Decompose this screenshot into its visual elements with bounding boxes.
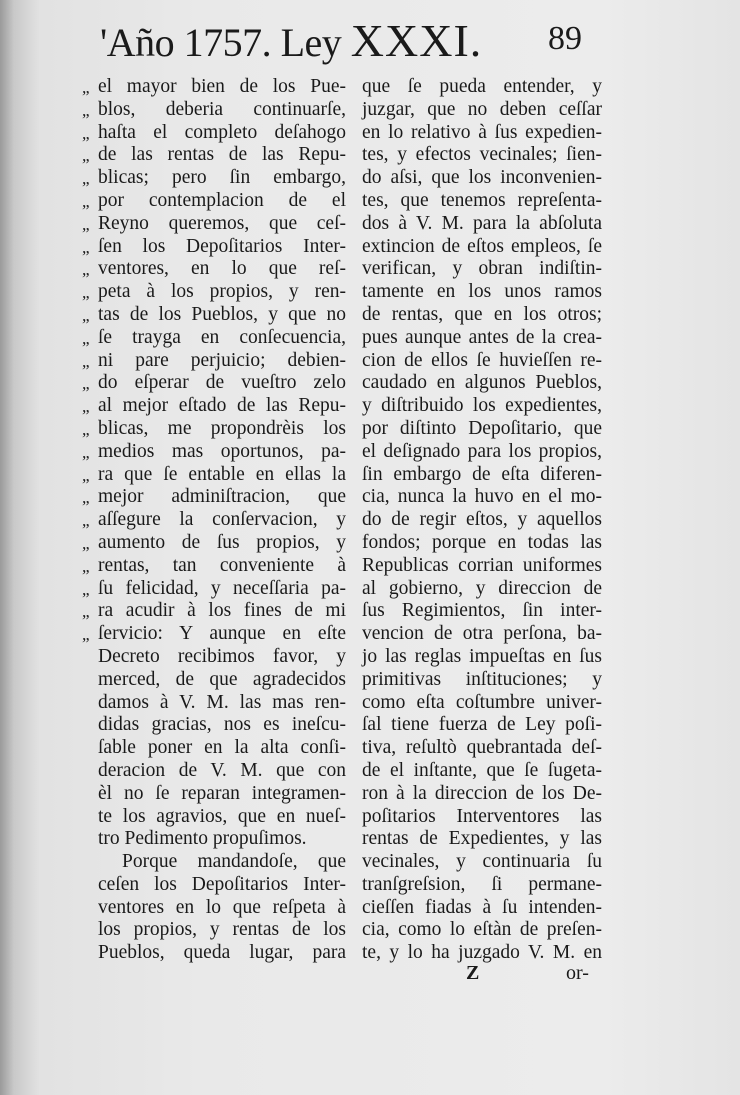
text-line: rentas de Expedientes, y las <box>362 828 602 850</box>
text-line: te, y lo ha juzgado V. M. en <box>362 942 602 964</box>
line-text: ſable poner en la alta conſi- <box>98 737 346 759</box>
text-line <box>98 669 346 692</box>
text-line: tes, que tenemos repreſenta- <box>362 189 602 211</box>
line-text: Porque mandandoſe, que <box>122 851 346 873</box>
text-line <box>98 806 346 829</box>
text-line <box>82 167 346 190</box>
line-text: do eſperar de vueſtro zelo <box>98 372 346 394</box>
line-text: aſſegure la conſervacion, y <box>98 509 346 531</box>
text-line: de el inſtante, que ſe ſugeta- <box>362 759 602 781</box>
quote-mark: „ <box>82 351 90 371</box>
text-line <box>82 440 346 464</box>
line-text: Decreto recibimos favor, y <box>98 645 346 667</box>
text-line: al gobierno, y direccion de <box>362 577 602 599</box>
quote-mark: „ <box>82 214 90 234</box>
text-line: vencion de otra perſona, ba- <box>362 623 602 645</box>
header-law-number: XXXI. <box>350 15 483 66</box>
text-line: ſin embargo de eſta diferen- <box>362 463 602 485</box>
text-line <box>82 600 346 623</box>
text-line <box>82 326 346 350</box>
line-text: ventores, en lo que reſ- <box>98 258 346 280</box>
text-line: primitivas inſtituciones; y <box>362 668 602 690</box>
quote-mark: „ <box>82 169 90 189</box>
quote-mark: „ <box>82 237 90 257</box>
line-text: tas de los Pueblos, y que no <box>98 303 346 325</box>
quote-mark: „ <box>82 374 90 394</box>
text-line: ſal tiene fuerza de Ley poſi- <box>362 714 602 736</box>
text-line: tes, y efectos vecinales; ſien- <box>362 144 602 166</box>
text-line <box>98 897 346 920</box>
text-line <box>82 623 346 646</box>
quote-mark: „ <box>82 625 90 645</box>
line-text: èl no ſe reparan integramen- <box>98 782 346 804</box>
line-text: ni pare perjuicio; debien- <box>98 349 346 371</box>
line-text: ventores en lo que reſpeta à <box>98 896 346 918</box>
text-line <box>82 349 346 373</box>
text-line <box>82 531 346 555</box>
text-line <box>82 235 346 259</box>
text-line <box>82 98 346 122</box>
text-line <box>98 851 346 874</box>
catchword: or- <box>566 962 589 984</box>
text-line <box>98 737 346 760</box>
text-line <box>82 463 346 487</box>
quote-mark: „ <box>82 260 90 280</box>
text-line: ſus Regimientos, ſin inter- <box>362 600 602 622</box>
text-line <box>82 303 346 327</box>
line-text: Pueblos, queda lugar, para <box>98 942 346 964</box>
text-line <box>82 577 346 601</box>
text-line: vecinales, y continuaria ſu <box>362 851 602 873</box>
text-line: juzgar, que no deben ceſſar <box>362 98 602 120</box>
text-line <box>82 121 346 145</box>
line-text: tro Pedimento propuſimos. <box>98 828 307 850</box>
text-line: do aſsi, que los inconvenien- <box>362 167 602 189</box>
text-line <box>82 144 346 167</box>
text-line <box>82 258 346 281</box>
line-text: ra acudir à los fines de mi <box>98 600 346 622</box>
line-text: aumento de ſus propios, y <box>98 531 346 553</box>
header-title <box>100 14 482 67</box>
text-line <box>98 760 346 783</box>
text-line <box>98 646 346 669</box>
quote-mark: „ <box>82 100 90 120</box>
quote-mark: „ <box>82 78 90 97</box>
text-line: dos à V. M. para la abſoluta <box>362 212 602 234</box>
quote-mark: „ <box>82 283 90 303</box>
quote-mark: „ <box>82 146 90 166</box>
line-text: de las rentas de las Repu- <box>98 144 346 166</box>
text-line <box>98 942 346 965</box>
line-text: ra que ſe entable en ellas la <box>98 463 346 485</box>
line-text: al mejor eſtado de las Repu- <box>98 395 346 417</box>
text-line: fondos; porque en todas las <box>362 531 602 553</box>
text-line <box>82 212 346 236</box>
line-text: blicas, me propondrèis los <box>98 417 346 439</box>
quote-mark: „ <box>82 442 90 462</box>
line-text: el mayor bien de los Pue- <box>98 76 346 97</box>
text-line: como eſta coſtumbre univer- <box>362 691 602 713</box>
text-line: cieſſen fiadas à ſu intenden- <box>362 896 602 918</box>
quote-mark: „ <box>82 123 90 143</box>
quote-mark: „ <box>82 579 90 599</box>
text-line: de rentas, que en los otros; <box>362 303 602 325</box>
line-text: blicas; pero ſin embargo, <box>98 167 346 189</box>
text-column-left <box>82 76 346 965</box>
text-line: tranſgreſsion, ſi permane- <box>362 873 602 895</box>
text-line: en lo relativo à ſus expedien- <box>362 121 602 143</box>
quote-mark: „ <box>82 305 90 325</box>
line-text: te los agravios, que en nueſ- <box>98 805 346 827</box>
line-text: ſen los Depoſitarios Inter- <box>98 235 346 257</box>
text-line <box>82 189 346 213</box>
quote-mark: „ <box>82 465 90 485</box>
text-line <box>98 828 346 851</box>
text-line: por diſtinto Depoſitario, que <box>362 417 602 439</box>
quote-mark: „ <box>82 419 90 439</box>
line-text: medios mas oportunos, pa- <box>98 440 346 462</box>
text-line <box>82 554 346 578</box>
text-line: tiva, reſultò quebrantada deſ- <box>362 737 602 759</box>
text-line <box>98 692 346 715</box>
text-line <box>82 509 346 532</box>
text-line <box>82 281 346 304</box>
quote-mark: „ <box>82 556 90 576</box>
text-line <box>82 372 346 395</box>
text-line: caudado en algunos Pueblos, <box>362 372 602 394</box>
line-text: por contemplacion de el <box>98 189 346 211</box>
running-header <box>100 14 600 64</box>
quote-mark: „ <box>82 191 90 211</box>
text-line <box>98 874 346 897</box>
text-line: jo las reglas impueſtas en ſus <box>362 645 602 667</box>
text-line <box>82 417 346 441</box>
line-text: peta à los propios, y ren- <box>98 281 346 303</box>
line-text: ſervicio: Y aunque en eſte <box>98 623 346 645</box>
quote-mark: „ <box>82 602 90 622</box>
text-column-right <box>362 76 602 965</box>
line-text: blos, deberia continuarſe, <box>98 98 346 120</box>
text-line: poſitarios Interventores las <box>362 805 602 827</box>
text-line <box>82 486 346 509</box>
text-line: cion de ellos ſe huvieſſen re- <box>362 349 602 371</box>
text-line <box>98 783 346 806</box>
text-line: tamente en los unos ramos <box>362 281 602 303</box>
line-text: Reyno queremos, que ceſ- <box>98 212 346 234</box>
line-text: damos à V. M. las mas ren- <box>98 691 346 713</box>
text-line: cia, como lo eſtàn de preſen- <box>362 919 602 941</box>
text-line <box>98 714 346 737</box>
quote-mark: „ <box>82 488 90 508</box>
text-line: verifican, y obran indiſtin- <box>362 258 602 280</box>
quote-mark: „ <box>82 328 90 348</box>
text-line: que ſe pueda entender, y <box>362 76 602 97</box>
line-text: mejor adminiſtracion, que <box>98 486 346 508</box>
line-text: rentas, tan conveniente à <box>98 554 346 576</box>
signature-mark: Z <box>466 962 480 984</box>
text-line: extincion de eſtos empleos, ſe <box>362 235 602 257</box>
line-text: didas gracias, nos es ineſcu- <box>98 714 346 736</box>
quote-mark: „ <box>82 511 90 531</box>
text-line: cia, nunca la huvo en el mo- <box>362 486 602 508</box>
line-text: ſe trayga en conſecuencia, <box>98 326 346 348</box>
text-line: ron à la direccion de los De- <box>362 782 602 804</box>
page-number: 89 <box>548 20 582 57</box>
line-text: merced, de que agradecidos <box>98 668 346 690</box>
line-text: ſu felicidad, y neceſſaria pa- <box>98 577 346 599</box>
text-line <box>98 919 346 942</box>
quote-mark: „ <box>82 533 90 553</box>
text-line: do de regir eſtos, y aquellos <box>362 509 602 531</box>
text-line: y diſtribuido los expedientes, <box>362 395 602 417</box>
text-line <box>82 395 346 418</box>
text-line: el deſignado para los propios, <box>362 440 602 462</box>
line-text: los propios, y rentas de los <box>98 919 346 941</box>
quote-mark: „ <box>82 397 90 417</box>
line-text: haſta el completo deſahogo <box>98 121 346 143</box>
text-line <box>82 76 346 99</box>
line-text: ceſen los Depoſitarios Inter- <box>98 873 346 895</box>
text-line: Republicas corrian uniformes <box>362 554 602 576</box>
line-text: deracion de V. M. que con <box>98 759 346 781</box>
text-line: pues aunque antes de la crea- <box>362 326 602 348</box>
header-year-law: 'Año 1757. Ley <box>100 20 342 65</box>
